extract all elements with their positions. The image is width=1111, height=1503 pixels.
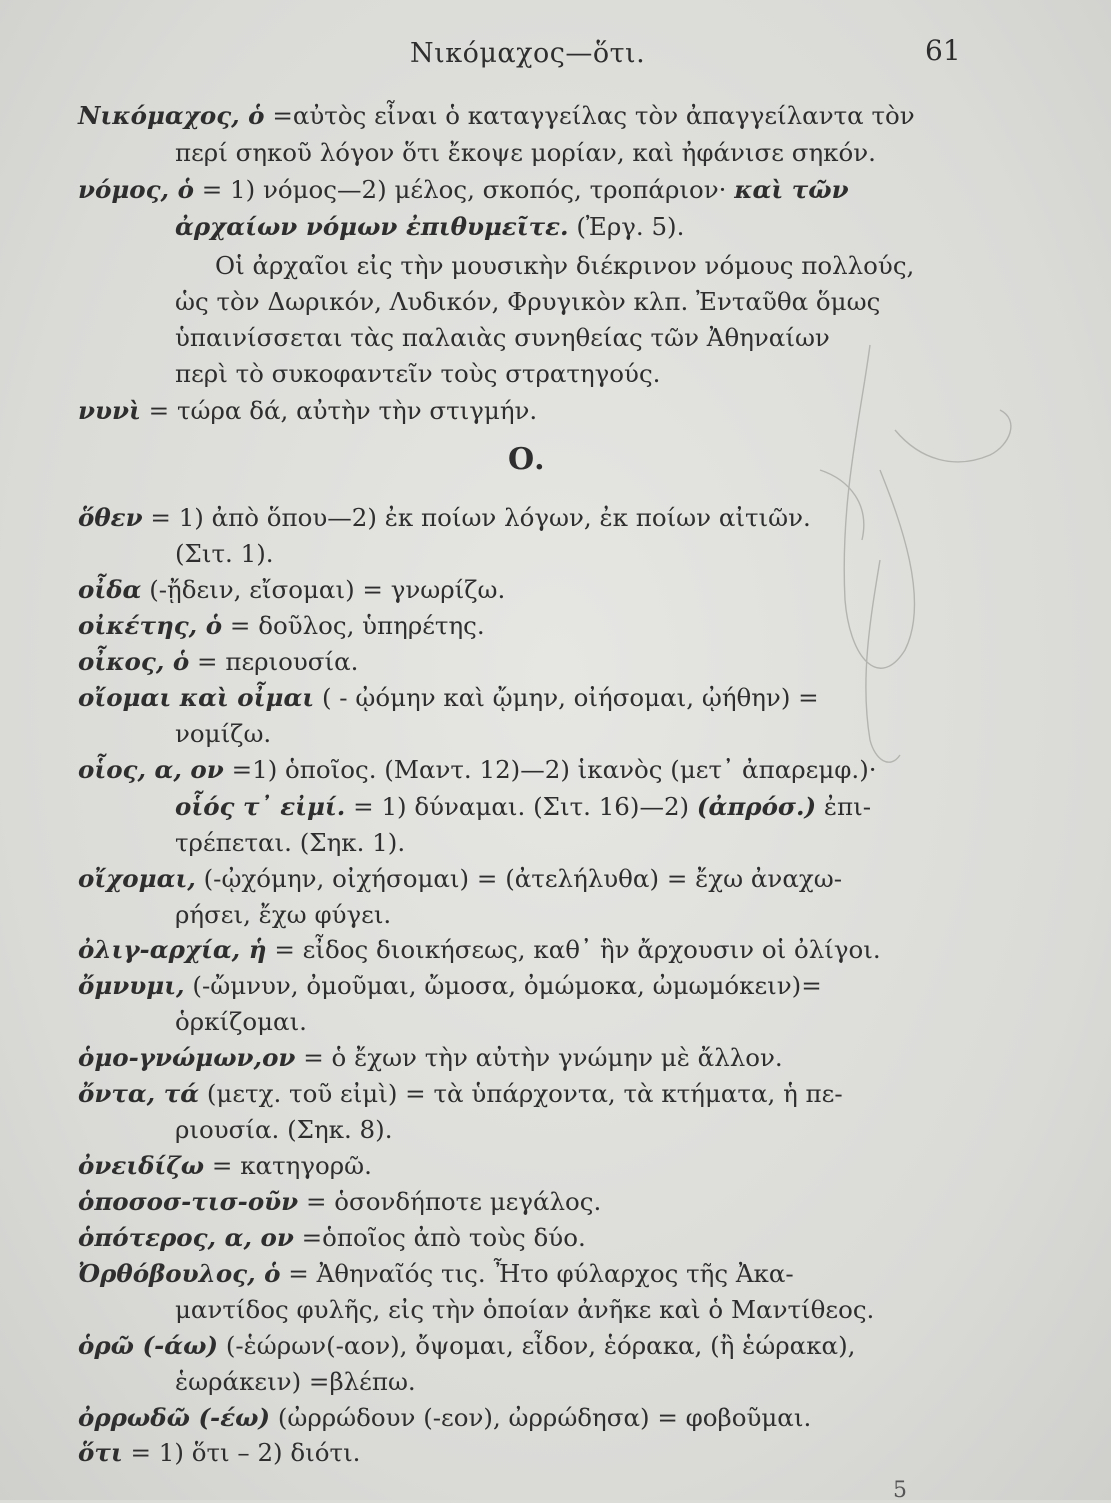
definition-text: = δοῦλος, ὑπηρέτης. [229,611,485,640]
headword: Ὀρθόβουλος, ὁ [78,1259,281,1288]
headword: οἰκέτης, ὁ [78,611,223,640]
definition-text: (Σιτ. 1). [175,539,274,568]
entry-line [175,1114,393,1146]
entry-line [78,100,915,132]
italic-phrase: (ἀπρόσ.) [696,792,817,821]
entry-line [175,1366,416,1398]
entry-line [78,502,811,534]
entry-line [175,1006,307,1038]
definition-text: = 1) ὅτι – 2) διότι. [130,1438,361,1467]
entry-line [78,574,505,606]
entry-line [78,1222,586,1254]
definition-text: =ὁποῖος ἀπὸ τοὺς δύο. [301,1223,586,1252]
headword: ὄμνυμι, [78,971,185,1000]
headword: ὄντα, τά [78,1079,200,1108]
entry-line [175,358,660,390]
entry-line [175,827,405,859]
entry-line [78,970,822,1002]
headword: νόμος, ὁ [78,175,194,204]
definition-text: = ὁσονδήποτε μεγάλος. [305,1187,602,1216]
definition-text: τρέπεται. (Σηκ. 1). [175,828,406,857]
entry-line [175,137,876,169]
definition-text: μαντίδος φυλῆς, εἰς τὴν ὁποίαν ἀνῆκε καὶ ὁ Μαντίθεος. [175,1295,875,1324]
entry-line [175,286,880,318]
definition-text: (-ᾠχόμην, οἰχήσομαι) = (ἀτελήλυθα) = ἔχω ἀναχω- [203,864,842,893]
definition-text: (-ἑώρων(-αον), ὄψομαι, εἶδον, ἑόρακα, (ἢ ἑώρακα), [225,1331,856,1360]
headword: ὁρῶ (-άω) [78,1331,219,1360]
definition-text: (-ᾔδειν, εἴσομαι) = γνωρίζω. [149,575,506,604]
headword: οἷος, α, ον [78,755,224,784]
definition-text: =αὐτὸς εἶναι ὁ καταγγείλας τὸν ἀπαγγείλαντα τὸν [272,101,915,130]
corner-mark: 5 [893,1478,907,1503]
definition-text: (Ἐργ. 5). [576,212,685,241]
definition-text: =1) ὁποῖος. (Μαντ. 12)—2) ἱκανὸς (μετ᾽ ἀπαρεμφ.)· [231,755,877,784]
entry-line [215,250,914,282]
definition-text: (ὠρρώδουν (-εον), ὠρρώδησα) = φοβοῦμαι. [277,1403,812,1432]
running-head: Νικόμαχος—ὅτι. [410,38,646,69]
entry-line [78,174,849,206]
definition-text: ( - ᾠόμην καὶ ᾤμην, οἰήσομαι, ᾠήθην) = [321,683,819,712]
headword: ὅθεν [78,503,143,532]
definition-text: ριουσία. (Σηκ. 8). [175,1115,393,1144]
definition-text: νομίζω. [175,719,272,748]
headword: ὀρρωδῶ (-έω) [78,1403,271,1432]
definition-text: ἑωράκειν) =βλέπω. [175,1367,416,1396]
definition-text: = 1) νόμος—2) μέλος, σκοπός, τροπάριον· [201,175,727,204]
definition-text: περί σηκοῦ λόγον ὅτι ἔκοψε μορίαν, καὶ ἠφάνισε σηκόν. [175,138,876,167]
entry-line [78,1042,783,1074]
headword: ὀνειδίζω [78,1151,205,1180]
entry-line [78,682,819,714]
italic-phrase: οἷός τ᾽ εἰμί. [175,792,346,821]
headword: ὁποσοσ-τισ-οῦν [78,1187,299,1216]
definition-text: ὡς τὸν Δωρικόν, Λυδικόν, Φρυγικὸν κλπ. Ἐνταῦθα ὅμως [175,287,881,316]
headword: οἴχομαι, [78,864,196,893]
entry-line [175,211,684,243]
entry-line [78,646,358,678]
entry-line [175,1294,874,1326]
definition-text: Οἱ ἀρχαῖοι εἰς τὴν μουσικὴν διέκρινον νόμους πολλούς, [215,251,915,280]
definition-text: = τώρα δά, αὐτὴν τὴν στιγμήν. [148,396,538,425]
headword: οἴομαι καὶ οἶμαι [78,683,315,712]
entry-line [78,1150,372,1182]
entry-line [78,863,842,895]
definition-text: ὑπαινίσσεται τὰς παλαιὰς συνηθείας τῶν Ἀθηναίων [175,323,830,352]
entry-line [78,1437,360,1469]
entry-line [175,322,830,354]
entry-line [175,899,391,931]
headword: οἶκος, ὁ [78,647,190,676]
italic-phrase: ἀρχαίων νόμων ἐπιθυμεῖτε. [175,212,569,241]
headword: ὀλιγ-αρχία, ἡ [78,935,267,964]
definition-text: ἐπι- [823,792,872,821]
entry-line [78,1402,811,1434]
definition-text: = 1) ἀπὸ ὅπου—2) ἐκ ποίων λόγων, ἐκ ποίων αἰτιῶν. [150,503,811,532]
headword: ὁμο-γνώμων,ον [78,1043,296,1072]
headword: ὅτι [78,1438,123,1467]
definition-text: περὶ τὸ συκοφαντεῖν τοὺς στρατηγούς. [175,359,661,388]
headword: Νικόμαχος, ὁ [78,101,265,130]
entry-line [78,395,537,427]
entry-line [78,1078,843,1110]
entry-line [78,754,877,786]
headword: οἶδα [78,575,142,604]
headword: νυνὶ [78,396,141,425]
entry-line [78,1330,855,1362]
headword: ὁπότερος, α, ον [78,1223,294,1252]
definition-text: = 1) δύναμαι. (Σιτ. 16)—2) [353,792,690,821]
entry-line [78,610,485,642]
definition-text: ὁρκίζομαι. [175,1007,307,1036]
page-header [0,34,1111,88]
entry-line [78,1186,601,1218]
entry-line [175,718,271,750]
definition-text: (-ὤμνυν, ὀμοῦμαι, ὤμοσα, ὀμώμοκα, ὠμωμόκειν)= [192,971,822,1000]
italic-phrase: καὶ τῶν [734,175,849,204]
entry-line [175,791,871,823]
entry-line [78,1258,794,1290]
entry-line [175,538,274,570]
definition-text: (μετχ. τοῦ εἰμὶ) = τὰ ὑπάρχοντα, τὰ κτήματα, ἡ πε- [206,1079,843,1108]
definition-text: = κατηγορῶ. [211,1151,372,1180]
definition-text: = περιουσία. [197,647,359,676]
definition-text: ρήσει, ἔχω φύγει. [175,900,392,929]
entry-line [78,934,881,966]
definition-text: = εἶδος διοικήσεως, καθ᾽ ἣν ἄρχουσιν οἱ ὀλίγοι. [274,935,881,964]
definition-text: = ὁ ἔχων τὴν αὐτὴν γνώμην μὲ ἄλλον. [303,1043,783,1072]
page-number: 61 [925,34,961,67]
definition-text: = Ἀθηναῖός τις. Ἦτο φύλαρχος τῆς Ἀκα- [288,1259,794,1288]
section-letter: Ο. [508,442,545,477]
